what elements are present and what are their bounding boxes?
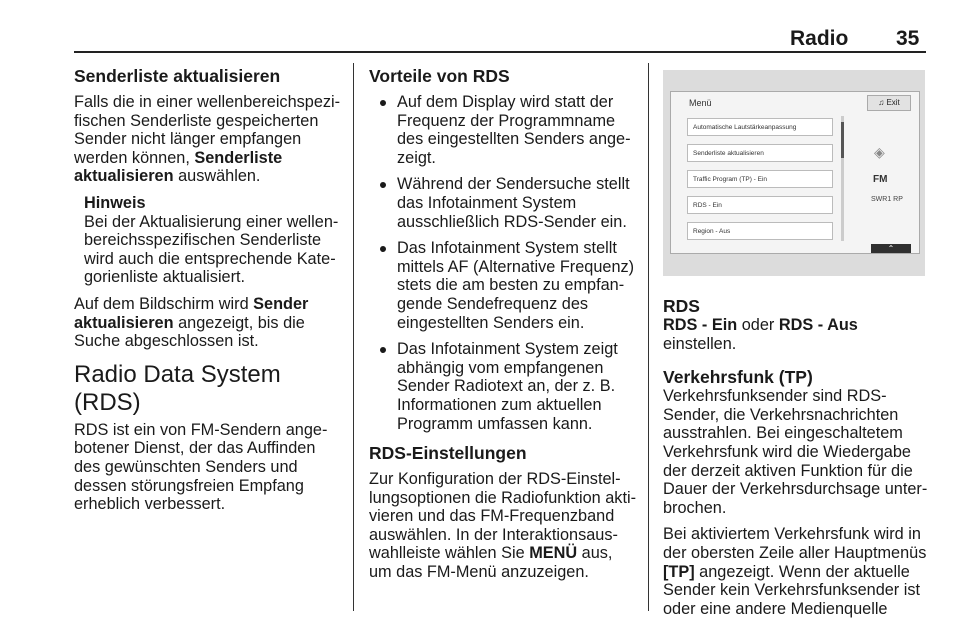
- list-item: Das Infotainment System zeigt abhängig vom empfangenen Sender Radiotext an, der z. B. Informationen zum aktuellen Programm umfassen kann.: [369, 340, 637, 433]
- menu-item[interactable]: Region - Aus: [687, 222, 833, 240]
- section-heading-senderliste: Senderliste aktualisieren: [74, 66, 281, 86]
- fm-menu-screen: [670, 91, 920, 254]
- section-heading-verkehrsfunk: Verkehrsfunk (TP): [663, 367, 813, 388]
- menu-item[interactable]: Traffic Program (TP) - Ein: [687, 170, 833, 188]
- section-heading-vorteile: Vorteile von RDS: [369, 66, 510, 86]
- band-label: FM: [873, 174, 888, 185]
- section-heading-rds: Radio Data System (RDS): [74, 360, 281, 416]
- menu-item[interactable]: Automatische Lautstärkeanpassung: [687, 118, 833, 136]
- station-name: SWR1 RP: [871, 196, 903, 203]
- column-3: [663, 296, 931, 626]
- paragraph: Auf dem Bildschirm wird Sender aktualisieren angezeigt, bis die Suche abgeschlossen ist.: [74, 294, 309, 351]
- column-2: [369, 66, 637, 590]
- list-item: Auf dem Display wird statt der Frequenz der Programmname des eingestellten Senders ange-zeigt.: [369, 93, 637, 167]
- scrollbar[interactable]: [841, 116, 844, 241]
- chevron-up-icon[interactable]: ⌃: [871, 244, 911, 253]
- menu-title: Menü: [689, 98, 712, 108]
- radio-icon: ◈: [874, 144, 885, 160]
- column-divider-1: [353, 63, 354, 611]
- menu-item[interactable]: RDS - Ein: [687, 196, 833, 214]
- note-box: [84, 194, 346, 287]
- list-item: Das Infotainment System stellt mittels AF (Alternative Frequenz) stets die am besten zu empfan-gende Sendefrequenz des eingestellten Senders ein.: [369, 239, 637, 332]
- paragraph: Verkehrsfunksender sind RDS-Sender, die Verkehrsnachrichten ausstrahlen. Bei eingeschaltetem Verkehrsfunk wird die Wiedergabe der derzeit aktiven Funktion für die Dauer der Verkehrsdurchsage unter-brochen.: [663, 387, 928, 517]
- paragraph: RDS - Ein oder RDS - Aus einstellen.: [663, 316, 858, 353]
- benefits-list: [369, 93, 637, 433]
- section-heading-rds-einstellungen: RDS-Einstellungen: [369, 443, 527, 464]
- note-text: Bei der Aktualisierung einer wellen-bereichsspezifischen Senderliste wird auch die entsprechende Kate-gorienliste aktualisiert.: [84, 212, 339, 287]
- chapter-title: Radio: [790, 27, 849, 50]
- menu-item[interactable]: Senderliste aktualisieren: [687, 144, 833, 162]
- page-number: 35: [896, 27, 920, 50]
- column-divider-2: [648, 63, 649, 611]
- list-item: Während der Sendersuche stellt das Infotainment System ausschließlich RDS-Sender ein.: [369, 175, 637, 231]
- header-rule: [74, 51, 926, 53]
- scrollbar-thumb[interactable]: [841, 122, 844, 158]
- paragraph: RDS ist ein von FM-Sendern ange-botener Dienst, der das Auffinden des gewünschten Senders und dessen störungsfreien Empfang erheblich verbessert.: [74, 420, 328, 514]
- column-1: [74, 66, 346, 522]
- infotainment-screenshot: [663, 70, 925, 276]
- paragraph: Falls die in einer wellenbereichspezi-fischen Senderliste gespeicherten Sender nicht länger empfangen werden können, Senderliste aktualisieren auswählen.: [74, 93, 341, 186]
- section-heading-rds-small: RDS: [663, 296, 700, 316]
- paragraph: Bei aktiviertem Verkehrsfunk wird in der obersten Zeile aller Hauptmenüs [TP] angezeigt. Wenn der aktuelle Sender kein Verkehrsfunksender ist oder eine andere Medienquelle: [663, 525, 927, 618]
- note-title: Hinweis: [84, 193, 146, 212]
- exit-button[interactable]: ♫ Exit: [867, 95, 911, 111]
- paragraph: Zur Konfiguration der RDS-Einstel-lungsoptionen die Radiofunktion akti-vieren und das FM-Frequenzband auswählen. In der Interaktionsaus-wahlleiste wählen Sie MENÜ aus, um das FM-Menü anzuzeigen.: [369, 470, 637, 582]
